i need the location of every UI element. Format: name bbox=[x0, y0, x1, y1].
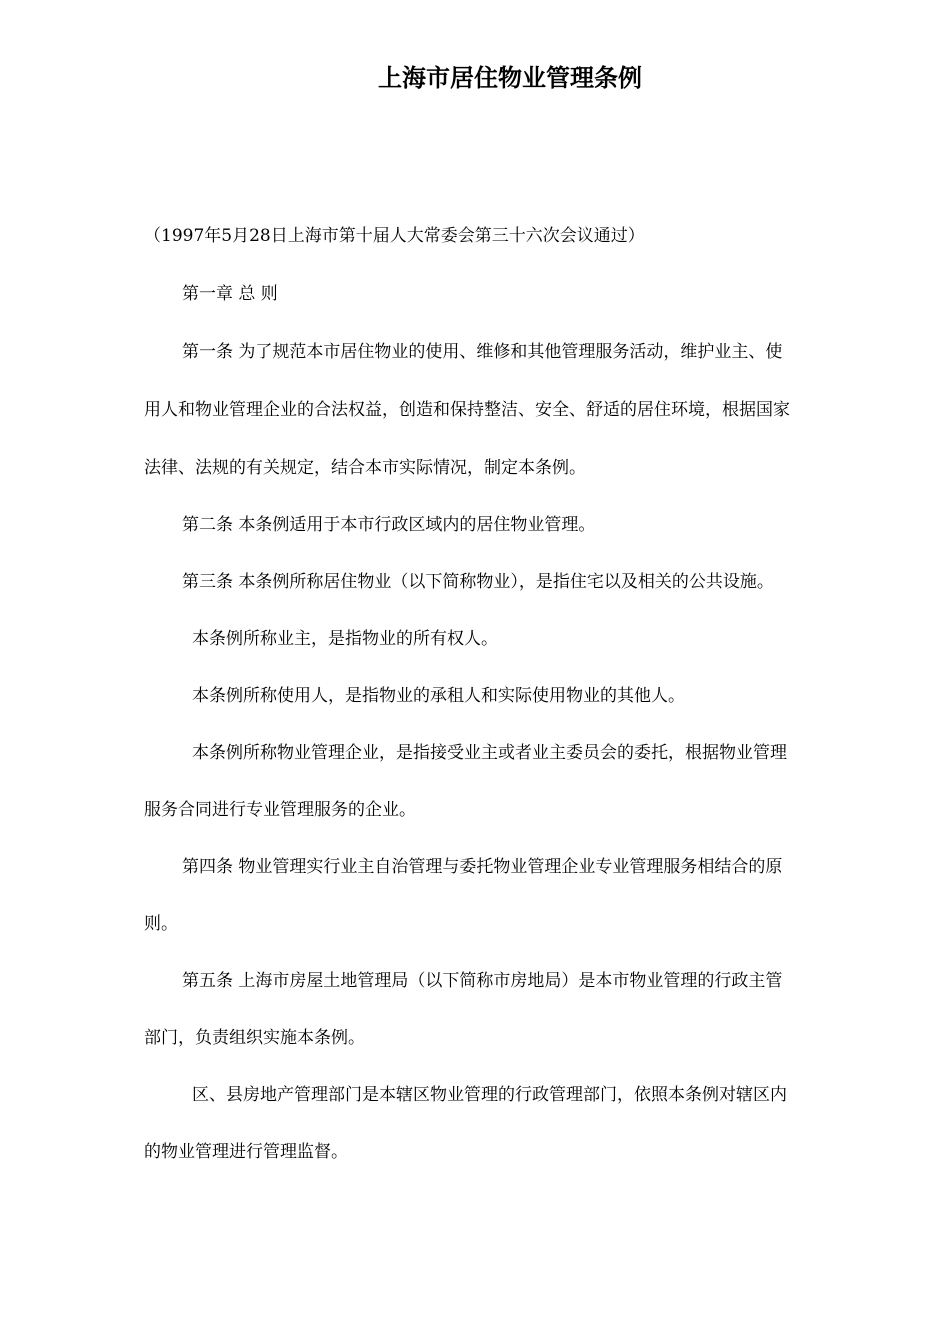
article-3-owner-def: 本条例所称业主，是指物业的所有权人。 bbox=[192, 629, 498, 649]
article-5-district-line-2: 的物业管理进行管理监督。 bbox=[144, 1142, 348, 1162]
article-4-line-2: 则。 bbox=[144, 914, 178, 934]
article-1-line-3: 法律、法规的有关规定，结合本市实际情况，制定本条例。 bbox=[144, 458, 586, 478]
article-5-line-1: 第五条 上海市房屋土地管理局（以下简称市房地局）是本市物业管理的行政主管 bbox=[182, 971, 783, 991]
article-3-company-def-line-2: 服务合同进行专业管理服务的企业。 bbox=[144, 800, 416, 820]
chapter-heading: 第一章 总 则 bbox=[182, 284, 278, 304]
article-1-line-2: 用人和物业管理企业的合法权益，创造和保持整洁、安全、舒适的居住环境，根据国家 bbox=[144, 400, 790, 420]
adoption-note: （1997年5月28日上海市第十届人大常委会第三十六次会议通过） bbox=[144, 226, 645, 246]
article-3-line-1: 第三条 本条例所称居住物业（以下简称物业），是指住宅以及相关的公共设施。 bbox=[182, 572, 774, 592]
document-title: 上海市居住物业管理条例 bbox=[378, 63, 642, 92]
article-1-line-1: 第一条 为了规范本市居住物业的使用、维修和其他管理服务活动，维护业主、使 bbox=[182, 342, 783, 362]
article-4-line-1: 第四条 物业管理实行业主自治管理与委托物业管理企业专业管理服务相结合的原 bbox=[182, 857, 783, 877]
article-2: 第二条 本条例适用于本市行政区域内的居住物业管理。 bbox=[182, 515, 596, 535]
article-5-district-line-1: 区、县房地产管理部门是本辖区物业管理的行政管理部门，依照本条例对辖区内 bbox=[192, 1085, 787, 1105]
article-5-line-2: 部门，负责组织实施本条例。 bbox=[144, 1028, 365, 1048]
article-3-user-def: 本条例所称使用人，是指物业的承租人和实际使用物业的其他人。 bbox=[192, 686, 685, 706]
article-3-company-def-line-1: 本条例所称物业管理企业，是指接受业主或者业主委员会的委托，根据物业管理 bbox=[192, 743, 787, 763]
